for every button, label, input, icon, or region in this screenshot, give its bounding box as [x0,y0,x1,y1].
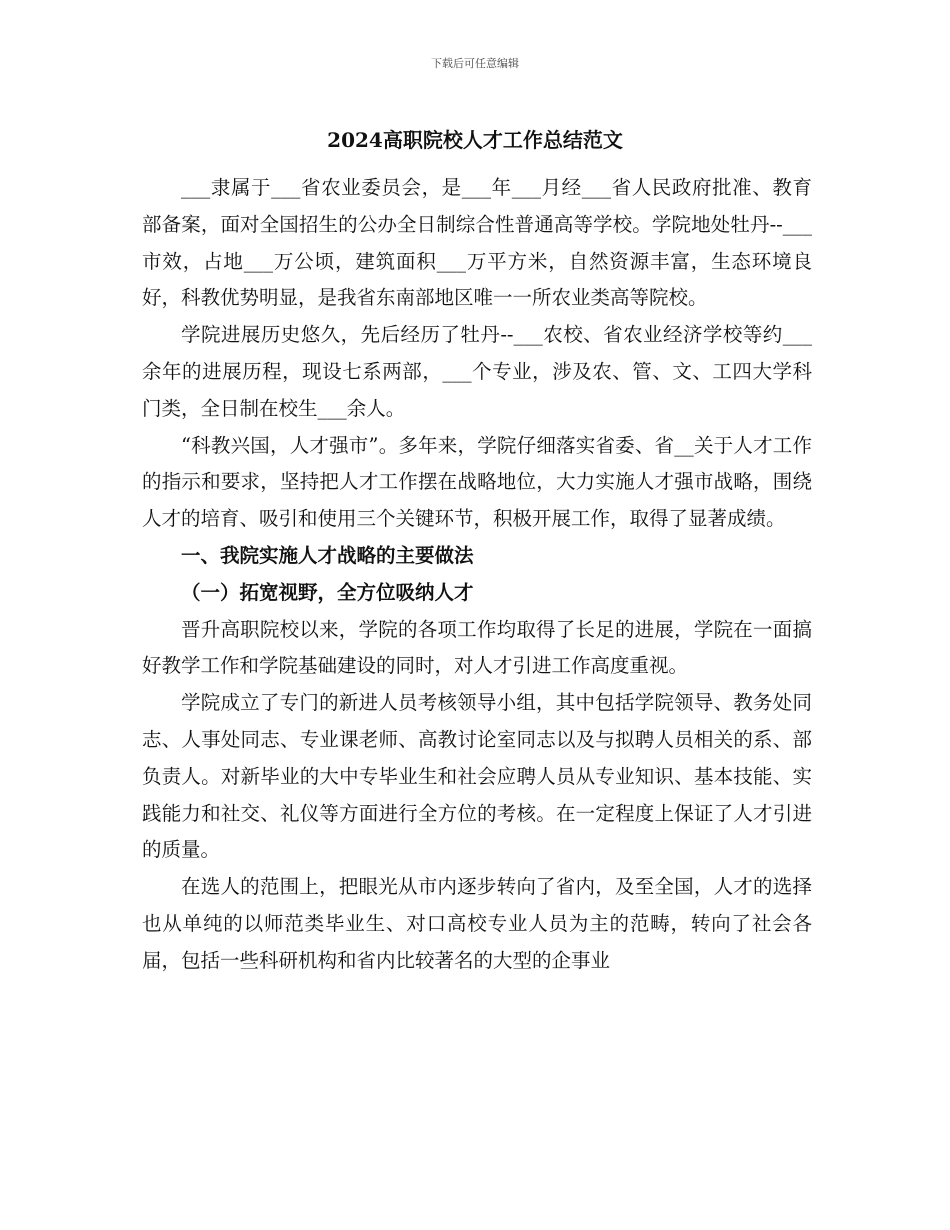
header-watermark: 下载后可任意编辑 [431,57,519,70]
paragraph-promotion: 晋升高职院校以来，学院的各项工作均取得了长足的进展，学院在一面搞好教学工作和学院基础建设的同时，对人才引进工作高度重视。 [142,617,812,678]
paragraph-assessment: 学院成立了专门的新进人员考核领导小组，其中包括学院领导、教务处同志、人事处同志、专业课老师、高教讨论室同志以及与拟聘人员相关的系、部负责人。对新毕业的大中专毕业生和社会应聘人员从专业知识、基本技能、实践能力和社交、礼仪等方面进行全方位的考核。在一定程度上保证了人才引进的质量。 [142,691,812,862]
paragraph-history: 学院进展历史悠久，先后经历了牡丹--___农校、省农业经济学校等约___余年的进展历程，现设七系两部，___个专业，涉及农、管、文、工四大学科门类，全日制在校生___余人。 [142,323,812,420]
document-title: 2024高职院校人才工作总结范文 [327,128,623,152]
paragraph-selection: 在选人的范围上，把眼光从市内逐步转向了省内，及至全国，人才的选择也从单纯的以师范类毕业生、对口高校专业人员为主的范畴，转向了社会各届，包括一些科研机构和省内比较著名的大型的企事业 [142,875,812,972]
document-body [142,170,812,980]
paragraph-intro: ___隶属于___省农业委员会，是___年___月经___省人民政府批准、教育部备案，面对全国招生的公办全日制综合性普通高等学校。学院地处牡丹--___市效，占地___万公顷，建筑面积___万平方米，自然资源丰富，生态环境良好，科教优势明显，是我省东南部地区唯一一所农业类高等院校。 [142,176,812,310]
section-heading: 一、我院实施人才战略的主要做法 [181,543,474,567]
subsection-heading: （一）拓宽视野，全方位吸纳人才 [181,580,474,604]
paragraph-strategy: “科教兴国，人才强市”。多年来，学院仔细落实省委、省__关于人才工作的指示和要求，坚持把人才工作摆在战略地位，大力实施人才强市战略，围绕人才的培育、吸引和使用三个关键环节，积极开展工作，取得了显著成绩。 [142,433,812,531]
